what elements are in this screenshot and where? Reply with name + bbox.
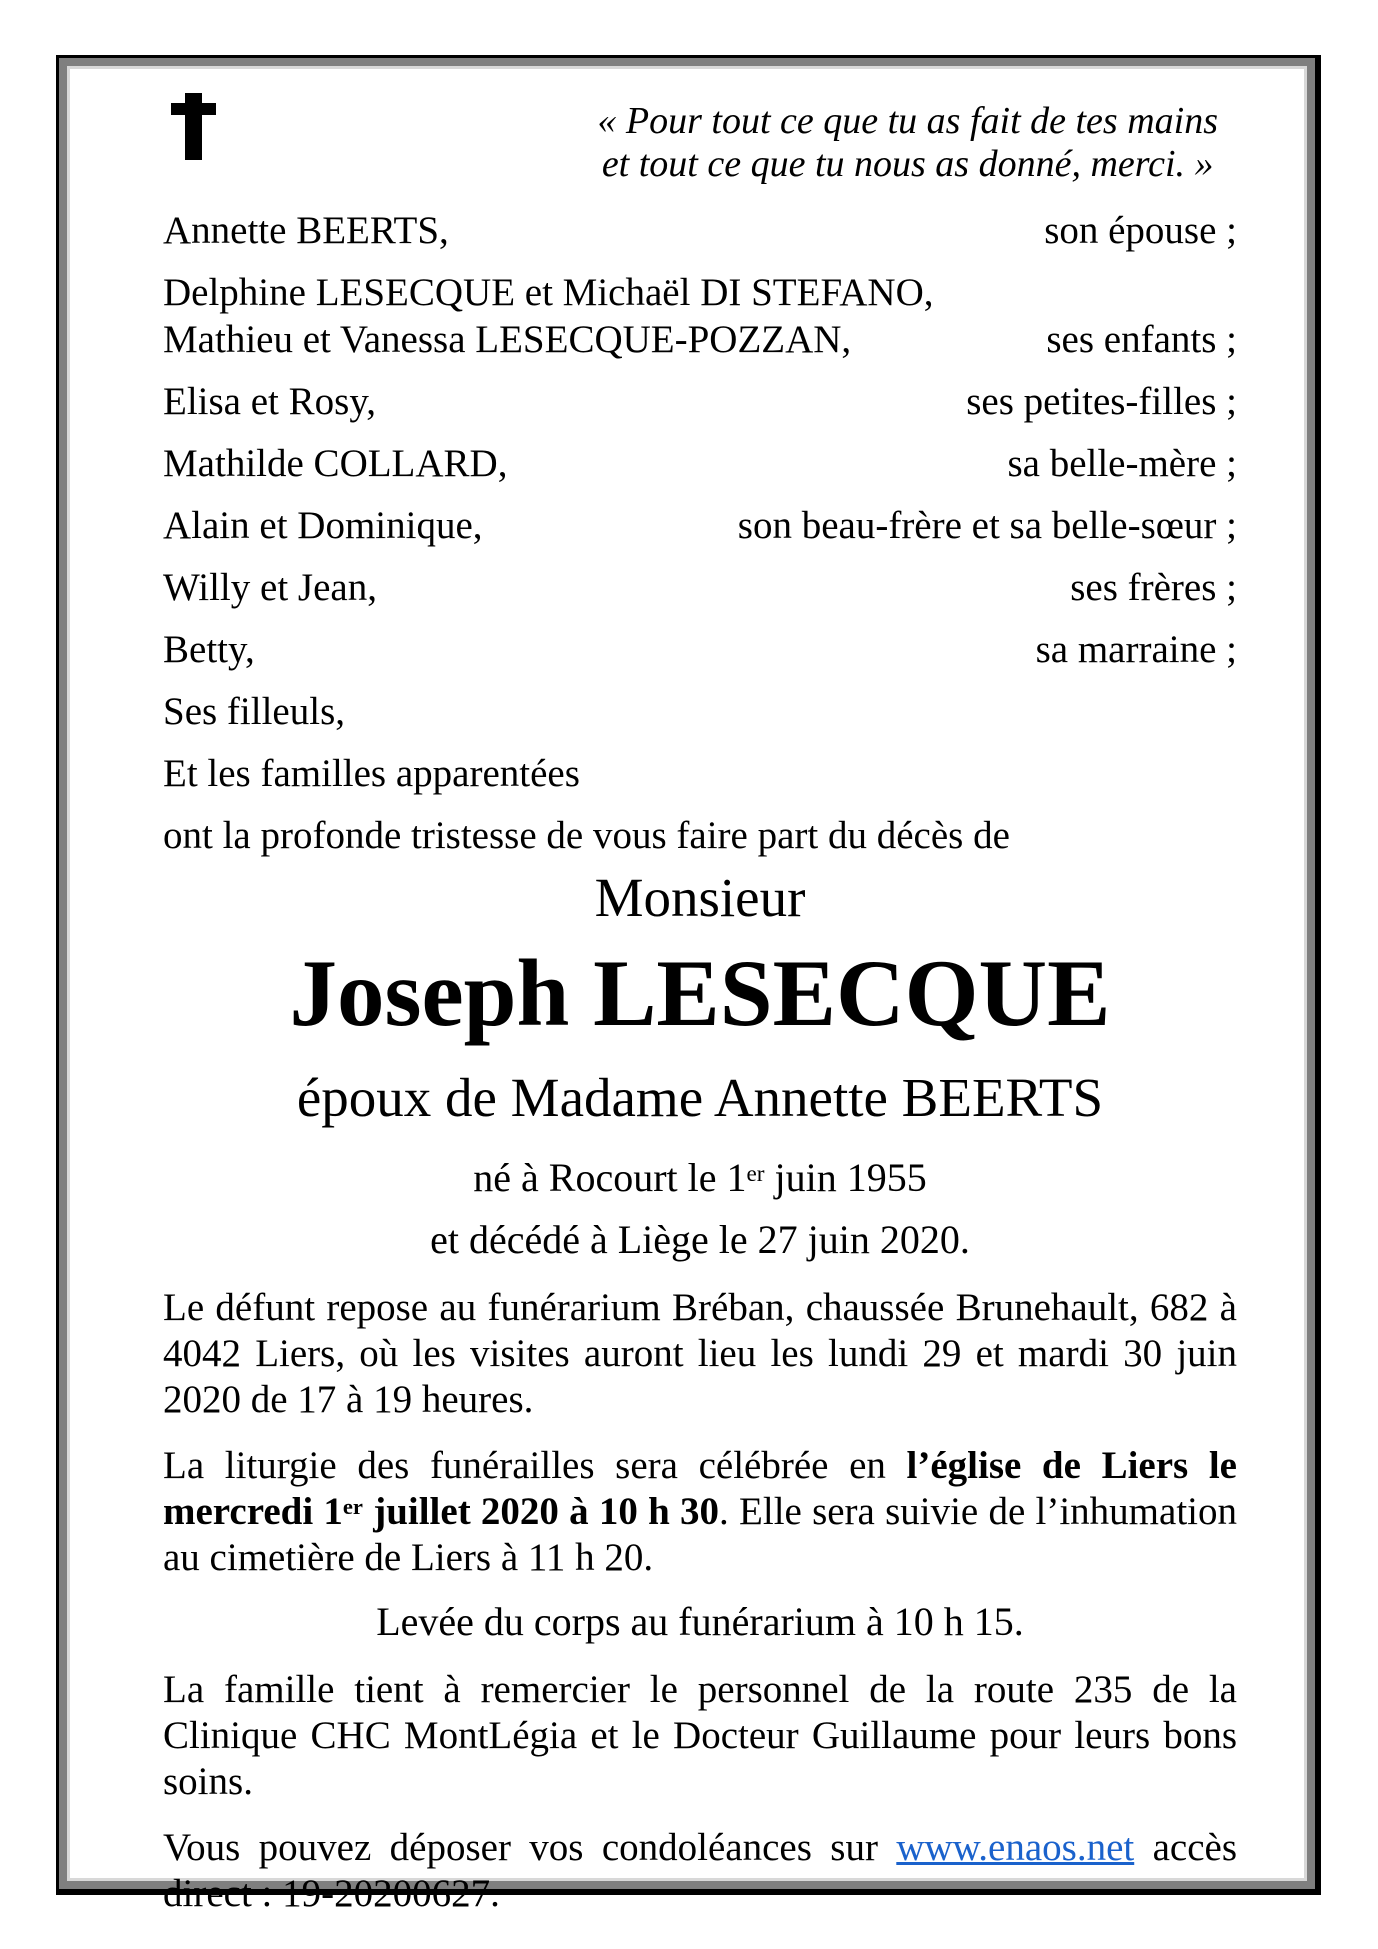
thanks-paragraph: La famille tient à remercier le personnel de la route 235 de la Clinique CHC MontLégia et le Docteur Guillaume pour leurs bons soins. — [163, 1668, 1237, 1803]
family-row-spouse — [163, 207, 1237, 254]
family-row-brothers — [163, 564, 1237, 611]
memorial-frame-gray-band — [59, 58, 1315, 1915]
family-relation: sa belle-mère ; — [1007, 442, 1237, 485]
quote-line-1: « Pour tout ce que tu as fait de tes mains — [597, 100, 1218, 142]
family-row-godmother — [163, 626, 1237, 673]
family-name-line: Ses filleuls, — [163, 690, 345, 733]
repose-paragraph: Le défunt repose au funérarium Bréban, chaussée Brunehault, 682 à 4042 Liers, où les visites auront lieu les lundi 29 et mardi 30 juin 2020 de 17 à 19 heures. — [163, 1286, 1237, 1421]
announcement-intro-line: ont la profonde tristesse de vous faire part du décès de — [163, 814, 1010, 857]
birth-text-end: juin 1955 — [764, 1155, 927, 1200]
liturgy-text-normal-1: La liturgie des funérailles sera célébrée en — [163, 1444, 907, 1487]
levee-line: Levée du corps au funérarium à 10 h 15. — [376, 1599, 1024, 1644]
family-row-granddaughters — [163, 378, 1237, 425]
family-list — [163, 207, 1237, 859]
memorial-content-area — [67, 66, 1307, 1915]
family-name-line: Mathilde COLLARD, — [163, 442, 508, 485]
header-row — [163, 93, 1237, 186]
family-relation: ses frères ; — [1070, 566, 1237, 609]
memorial-frame — [56, 55, 1321, 1915]
family-name-line: Mathieu et Vanessa LESECQUE-POZZAN, — [163, 318, 852, 361]
enaos-link[interactable]: www.enaos.net — [896, 1826, 1135, 1869]
family-row-brother-sister-in-law — [163, 502, 1237, 549]
condolences-paragraph — [163, 1825, 1237, 1917]
family-relation: son beau-frère et sa belle-sœur ; — [737, 504, 1237, 547]
birth-line — [163, 1153, 1237, 1203]
family-relation: son épouse ; — [1044, 209, 1237, 252]
family-relation: ses petites-filles ; — [966, 380, 1237, 423]
family-name-line: Annette BEERTS, — [163, 209, 449, 252]
family-row-children — [163, 269, 1237, 363]
deceased-name-heading: Joseph LESECQUE — [289, 940, 1111, 1046]
salutation-heading: Monsieur — [594, 867, 806, 928]
family-row-mother-in-law — [163, 440, 1237, 487]
liturgy-text-normal-2: . Elle sera suivie de l’inhumation au cimetière de Liers à 11 h 20. — [163, 1490, 1237, 1579]
family-name-line: Willy et Jean, — [163, 566, 377, 609]
family-name-line: Betty, — [163, 628, 255, 671]
family-name-line: Elisa et Rosy, — [163, 380, 377, 423]
family-name-line: Et les familles apparentées — [163, 752, 580, 795]
birth-ordinal: er — [746, 1160, 765, 1187]
death-line: et décédé à Liège le 27 juin 2020. — [430, 1217, 970, 1262]
memorial-quote — [597, 100, 1218, 186]
condolences-text-start: Vous pouvez déposer vos condoléances sur — [163, 1826, 897, 1869]
quote-line-2: et tout ce que tu nous as donné, merci. » — [601, 143, 1214, 185]
family-row-godchildren — [163, 688, 1237, 735]
liturgy-ordinal: er — [342, 1493, 363, 1519]
family-name-line: Alain et Dominique, — [163, 504, 483, 547]
spouse-line: époux de Madame Annette BEERTS — [296, 1067, 1104, 1128]
family-relation: sa marraine ; — [1035, 628, 1237, 671]
family-relation: ses enfants ; — [1046, 318, 1237, 361]
birth-text: né à Rocourt le 1 — [473, 1155, 747, 1200]
liturgy-paragraph — [163, 1443, 1237, 1581]
condolences-text-end: accès direct : 19-20200627. — [163, 1826, 1238, 1915]
liturgy-text-bold: l’église de Liers le mercredi 1er juillet 2020 à 10 h 30 — [163, 1444, 1237, 1533]
family-name-line: Delphine LESECQUE et Michaël DI STEFANO, — [163, 271, 934, 314]
latin-cross-icon — [171, 93, 216, 160]
family-row-related-families — [163, 750, 1237, 797]
